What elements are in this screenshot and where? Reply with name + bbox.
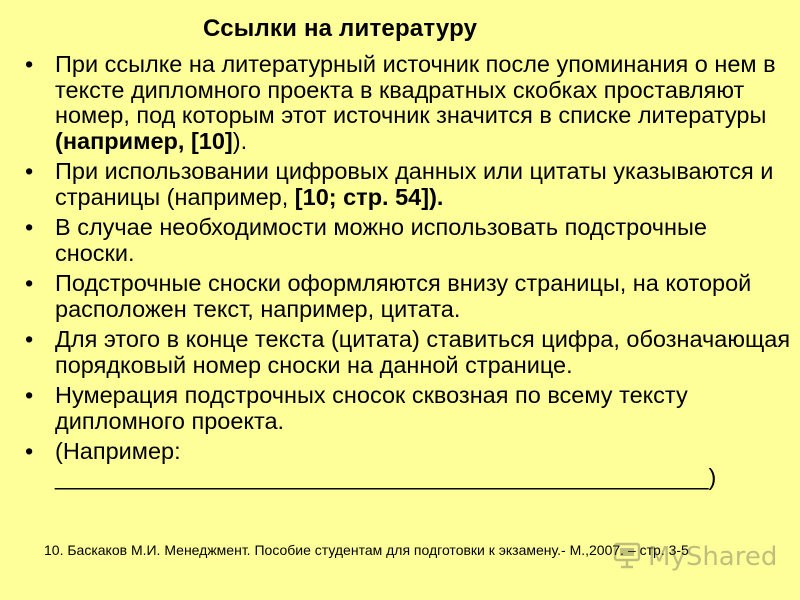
bullet-text: В случае необходимости можно использовать подстрочные сноски. (55, 214, 707, 266)
bullet-marker: • (25, 214, 34, 240)
bullet-text: (Например: (55, 438, 181, 464)
bullet-item (22, 215, 792, 266)
bullet-marker: • (25, 51, 34, 77)
bullet-text-bold: (например, [10] (55, 127, 233, 154)
bullet-text: ). (232, 127, 248, 154)
bullet-item (22, 159, 792, 210)
bullet-text: Для этого в конце текста (цитата) ставиться цифра, обозначающая порядковый номер сноски на данной странице. (55, 326, 791, 378)
bullet-marker: • (25, 382, 34, 408)
bullet-marker: • (25, 270, 34, 296)
bullet-item (22, 52, 792, 154)
bullet-marker: • (25, 326, 34, 352)
bullet-text: Подстрочные сноски оформляются внизу страницы, на которой расположен текст, например, цитата. (55, 270, 752, 322)
example-blank-line: __________________________________________________) (55, 463, 717, 490)
footnote: 10. Баскаков М.И. Менеджмент. Пособие студентам для подготовки к экзамену.- М.,2007. – стр. 3-5 (44, 542, 689, 558)
watermark (612, 540, 777, 574)
bullet-item (22, 271, 792, 322)
presentation-icon (612, 540, 642, 575)
bullet-item (22, 327, 792, 378)
bullet-item (22, 439, 792, 490)
bullet-text: При использовании цифровых данных или цитаты указываются и страницы (например, (55, 158, 774, 210)
bullet-text: При ссылке на литературный источник после упоминания о нем в тексте дипломного проекта в квадратных скобках проставляют номер, под которым этот источник значится в списке литературы (55, 51, 776, 128)
bullet-marker: • (25, 438, 34, 464)
bullet-marker: • (25, 158, 34, 184)
bullet-text: Нумерация подстрочных сносок сквозная по всему тексту дипломного проекта. (55, 382, 688, 434)
bullet-item (22, 383, 792, 434)
watermark-text: MyShared (648, 542, 778, 572)
slide-title: Ссылки на литературу (203, 15, 478, 42)
bullet-text-bold: [10; стр. 54]). (294, 183, 444, 210)
bullet-list (22, 52, 792, 495)
